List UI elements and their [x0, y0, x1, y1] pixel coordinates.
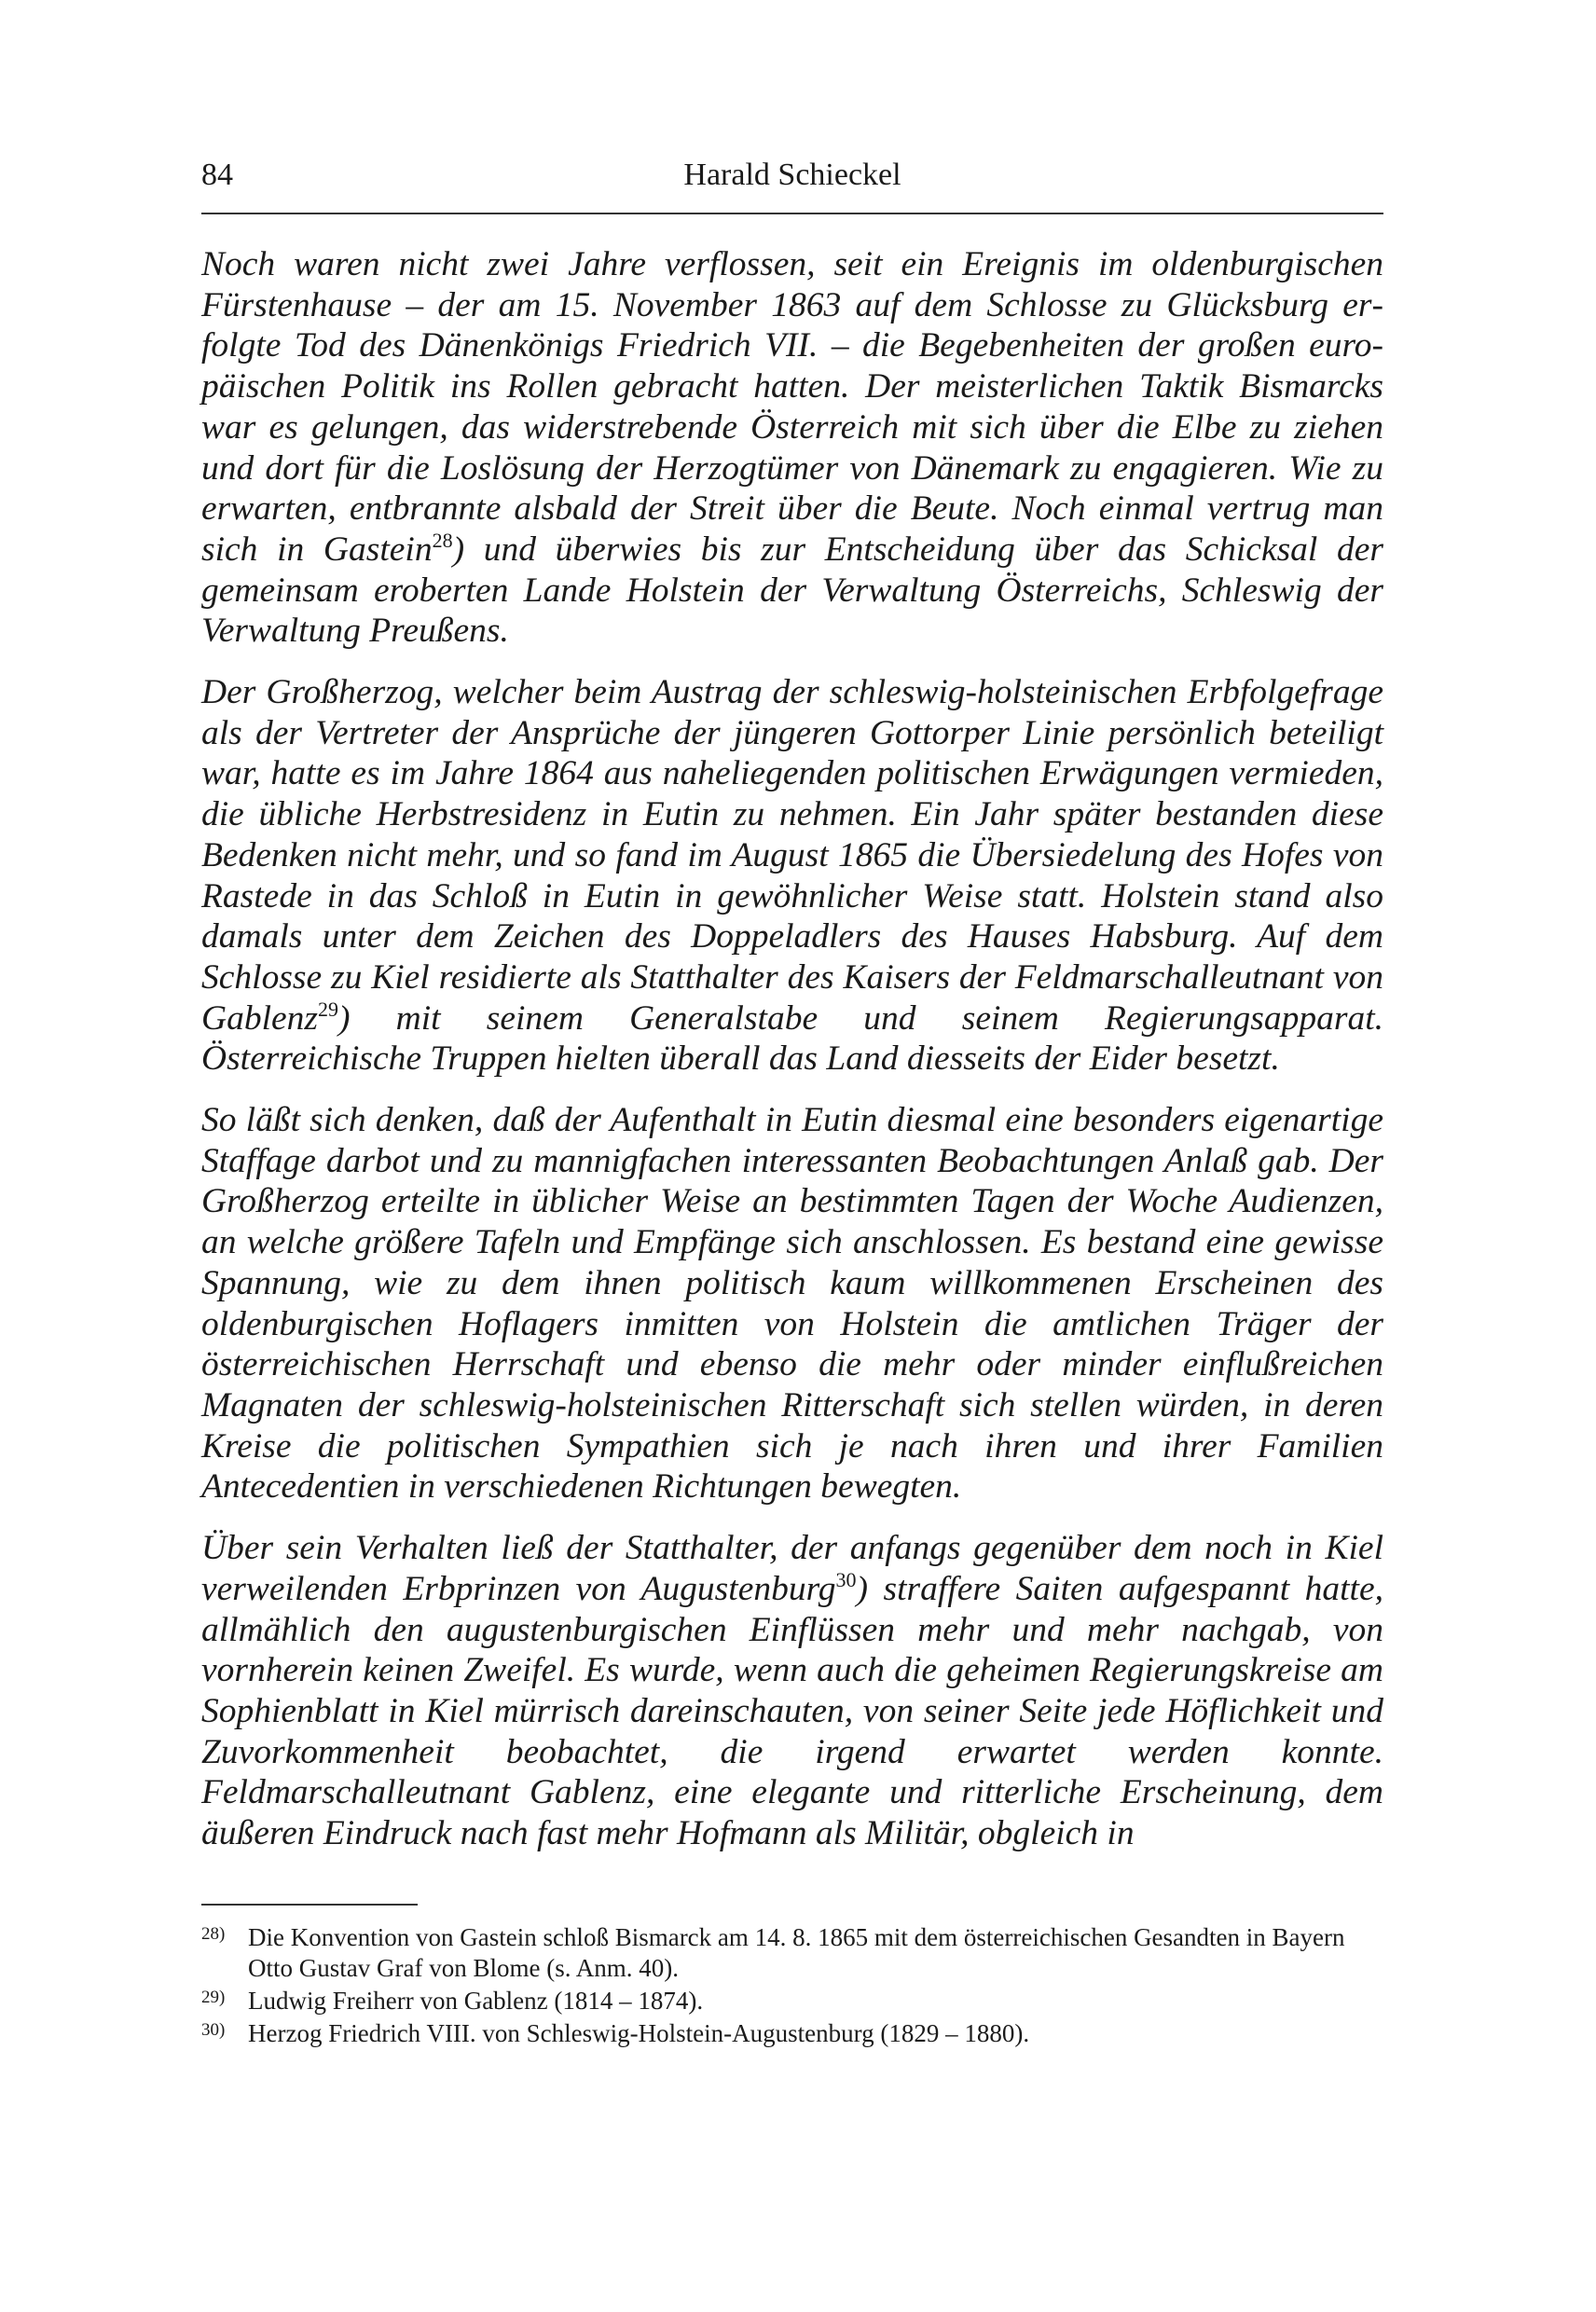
body-text [201, 244, 1383, 1875]
footnote-mark: 30) [201, 2020, 226, 2040]
footnote-text: Ludwig Freiherr von Gablenz (1814 – 1874). [248, 1987, 704, 2015]
footnote-rule [201, 1904, 418, 1906]
footnote-28 [201, 1922, 1383, 1984]
header-rule [201, 213, 1383, 214]
footnote-ref-30[interactable]: 30 [835, 1567, 857, 1591]
footnote-ref-29[interactable]: 29 [318, 997, 338, 1021]
paragraph-4: Über sein Verhalten ließ der Statthalter, der anfangs gegenüber dem noch in Kiel verweilenden Erbprinzen von Augustenburg$^{30}$) straffere Saiten aufgespannt hatte, allmählich den augustenburgischen Einflüssen mehr und mehr nachgab, von vornherein keinen Zweifel. Es wurde, wenn auch die geheimen Regierungskreise am Sophienblatt in Kiel mürrisch dareinschauten, von seiner Seite jede Höflichkeit und Zuvorkommenheit beobachtet, die irgend erwartet werden konnte. Feldmarschalleutnant Gablenz, eine elegante und ritterliche Erscheinung, dem äußeren Eindruck nach fast mehr Hofmann als Militär, obgleich in [201, 1529, 1383, 1853]
book-page [201, 0, 1383, 2312]
page-header [201, 153, 1383, 198]
footnote-text: Herzog Friedrich VIII. von Schleswig-Holstein-Augustenburg (1829 – 1880). [248, 2019, 1030, 2047]
footnote-text: Die Konvention von Gastein schloß Bismarck am 14. 8. 1865 mit dem österreichischen Gesandten in Bayern Otto Gustav Graf von Blome (s. Anm. 40). [248, 1923, 1345, 1982]
paragraph-1: Noch waren nicht zwei Jahre verflossen, seit ein Ereignis im oldenburgischen Fürstenhause – der am 15. November 1863 auf dem Schlosse zu Glücksburg erfolgte Tod des Dänenkönigs Friedrich VII. – die Begebenheiten der großen europäischen Politik ins Rollen gebracht hatten. Der meisterlichen Taktik Bismarcks war es gelungen, das widerstrebende Österreich mit sich über die Elbe zu ziehen und dort für die Loslösung der Herzogtümer von Dänemark zu engagieren. Wie zu erwarten, entbrannte alsbald der Streit über die Beute. Noch einmal vertrug man sich in Gastein$^{28}$) und überwies bis zur Entscheidung über das Schicksal der gemeinsam eroberten Lande Holstein der Verwaltung Österreichs, Schleswig der Verwaltung Preußens. [201, 245, 1384, 651]
paragraph-2: Der Großherzog, welcher beim Austrag der schleswig-holsteinischen Erbfolgefrage als der Vertreter der Ansprüche der jüngeren Gottorper Linie persönlich beteiligt war, hatte es im Jahre 1864 aus naheliegenden politischen Erwägungen vermieden, die übliche Herbstresidenz in Eutin zu nehmen. Ein Jahr später bestanden diese Bedenken nicht mehr, und so fand im August 1865 die Übersiedelung des Hofes von Rastede in das Schloß in Eutin in gewöhnlicher Weise statt. Holstein stand also damals unter dem Zeichen des Doppeladlers des Hauses Habsburg. Auf dem Schlosse zu Kiel residierte als Statthalter des Kaisers der Feldmarschalleutnant von Gablenz$^{29}$) mit seinem Generalstabe und seinem Regierungsapparat. Österreichische Truppen hielten überall das Land diesseits der Eider besetzt. [201, 673, 1383, 1079]
footnote-mark: 29) [201, 1988, 226, 2007]
footnotes [201, 1922, 1383, 2051]
footnote-ref-28[interactable]: 28 [432, 528, 453, 552]
footnote-29 [201, 1986, 1383, 2016]
footnote-30 [201, 2018, 1383, 2049]
page-number: 84 [201, 158, 233, 192]
footnote-mark: 28) [201, 1924, 226, 1944]
paragraph-3: So läßt sich denken, daß der Aufenthalt in Eutin diesmal eine besonders eigenartige Staffage darbot und zu mannigfachen interessanten Beobachtungen Anlaß gab. Der Großherzog erteilte in üblicher Weise an bestimmten Tagen der Woche Audienzen, an welche größere Tafeln und Empfänge sich anschlossen. Es bestand eine gewisse Spannung, wie zu dem ihnen politisch kaum willkommenen Erscheinen des oldenburgischen Hoflagers inmitten von Holstein die amtlichen Träger der österreichischen Herrschaft und ebenso die mehr oder minder einflußreichen Magnaten der schleswig-holsteinischen Ritterschaft sich stellen würden, in deren Kreise die politischen Sympathien sich je nach ihren und ihrer Familien Antecedentien in verschiedenen Richtungen bewegten. [201, 1101, 1383, 1507]
running-title: Harald Schieckel [683, 158, 901, 192]
